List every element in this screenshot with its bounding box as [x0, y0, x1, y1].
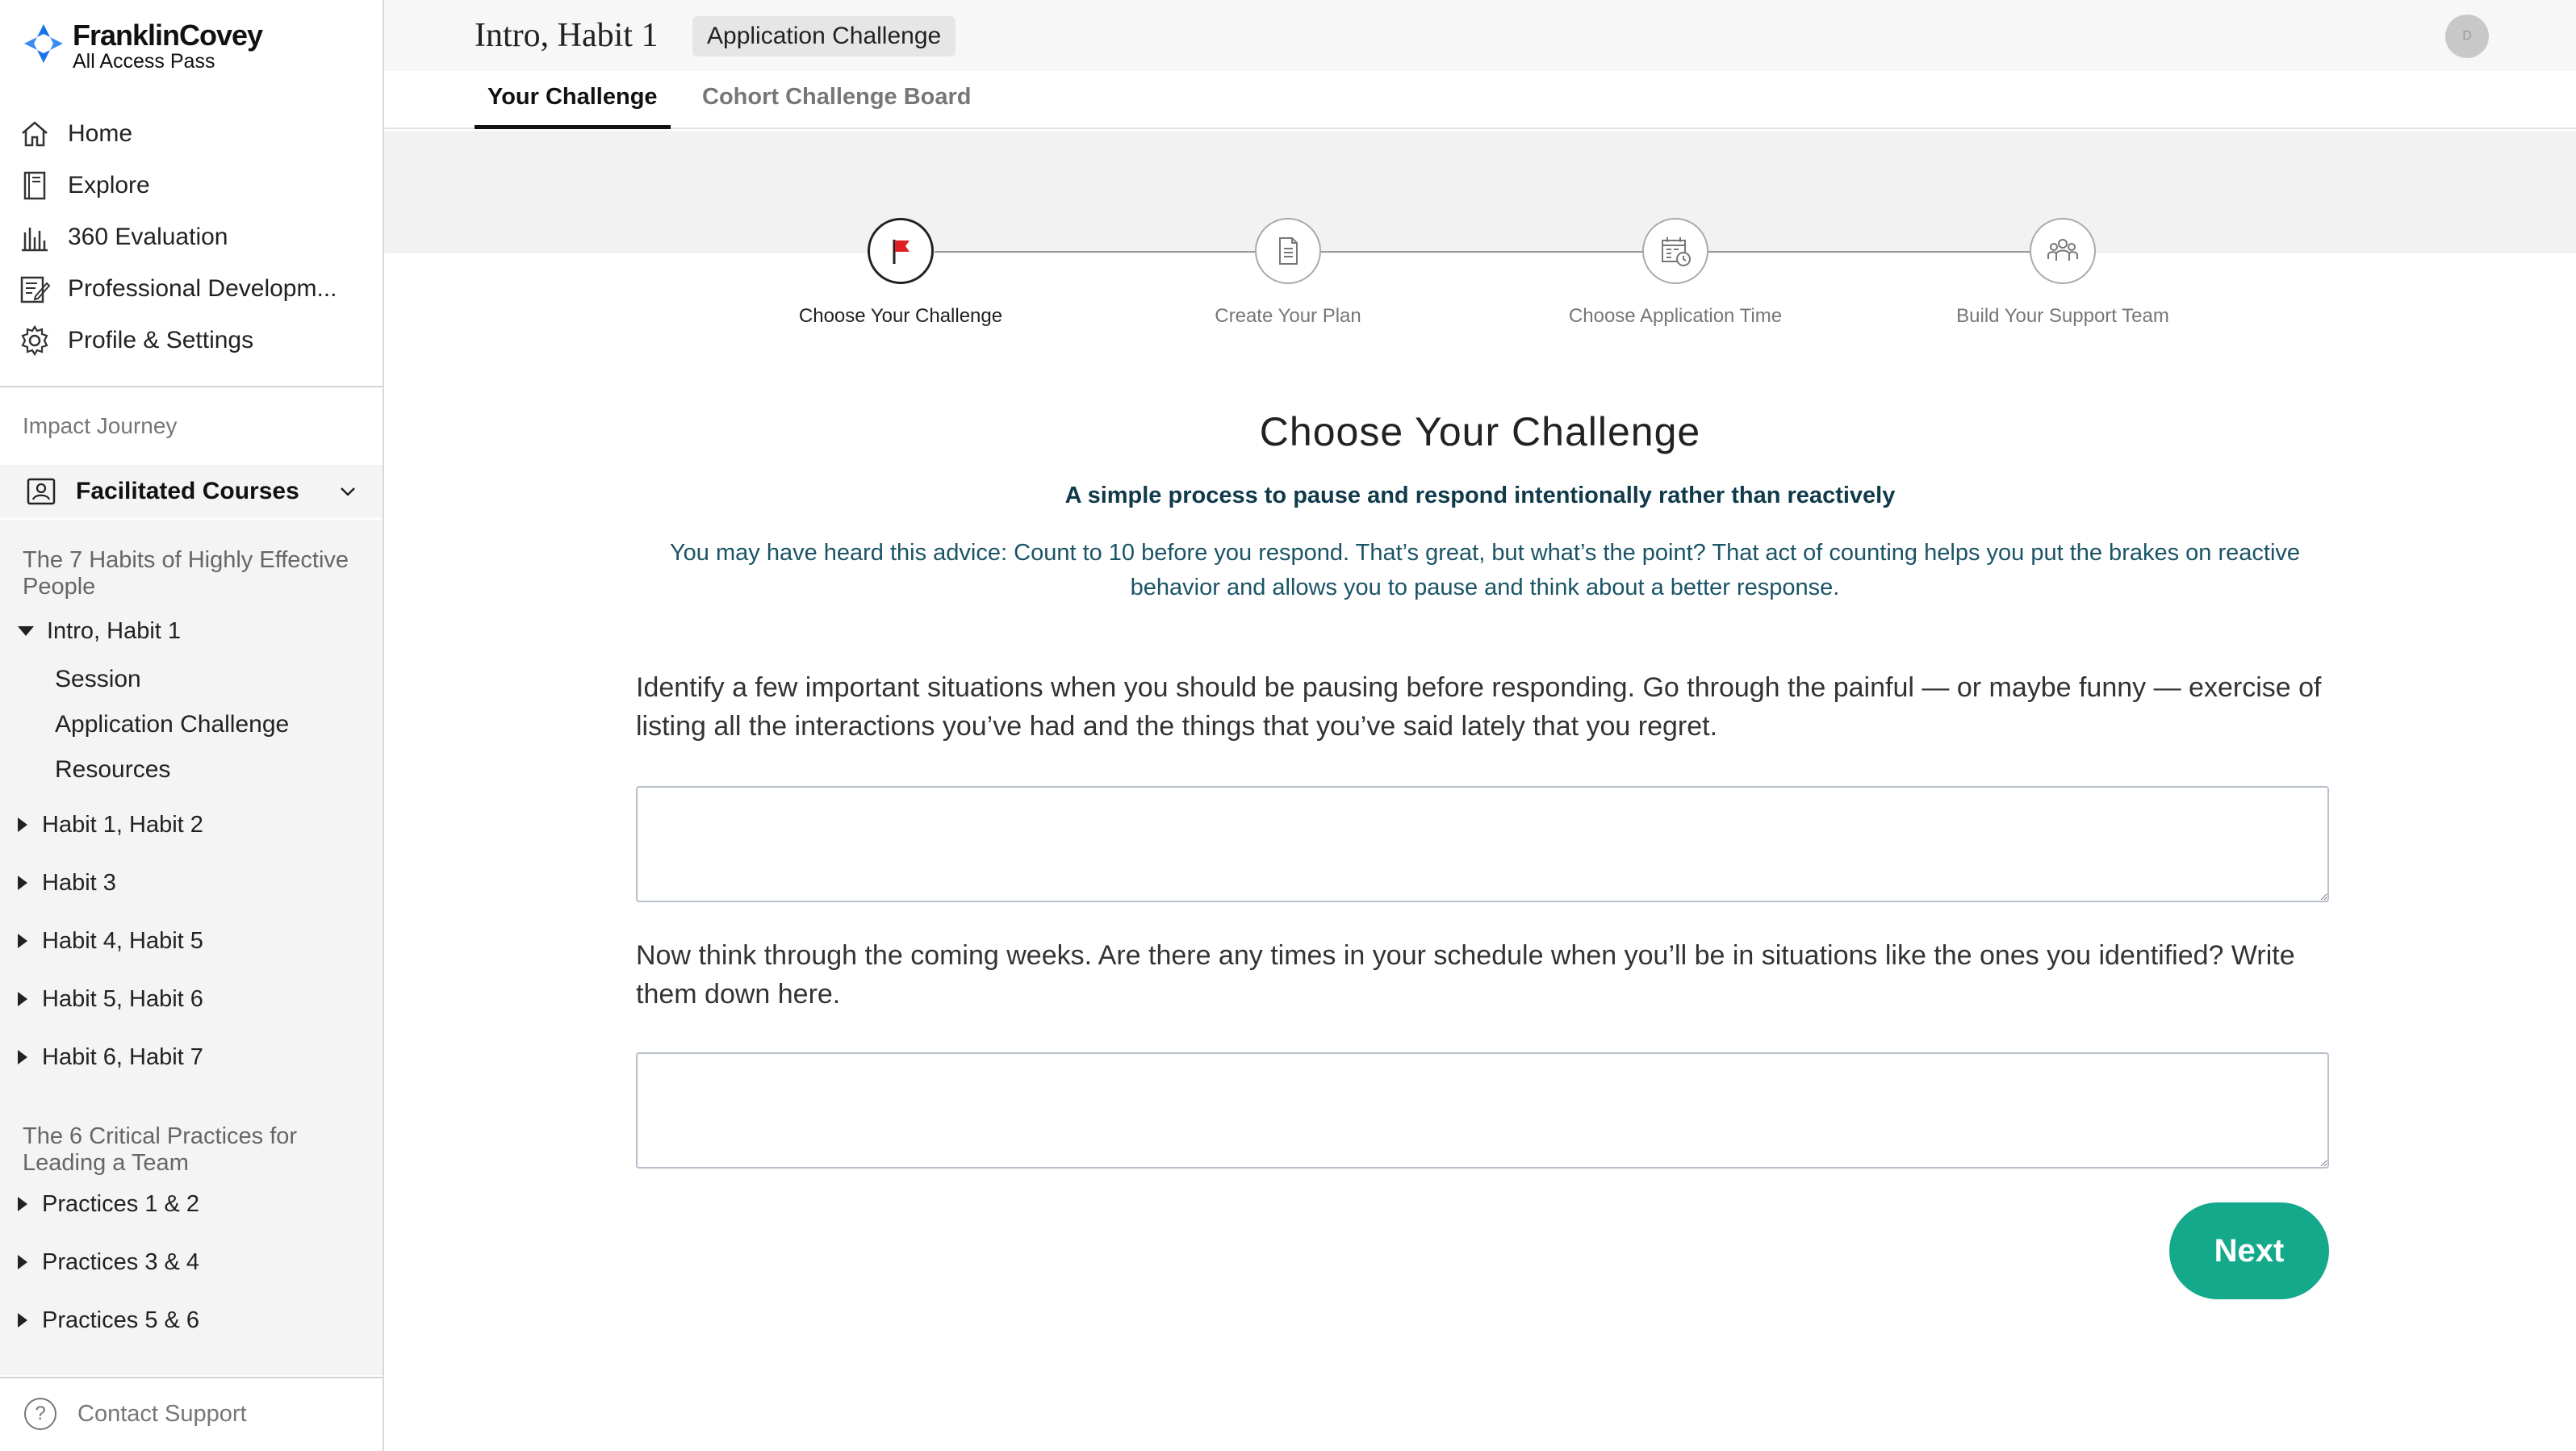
home-icon	[18, 117, 52, 151]
tree-item-practices-3-4[interactable]	[18, 1246, 199, 1278]
caret-right-icon	[18, 992, 27, 1006]
tree-item-label: Habit 4, Habit 5	[42, 927, 203, 954]
book-icon	[18, 169, 52, 203]
step-circle	[1255, 218, 1321, 284]
caret-right-icon	[18, 1197, 27, 1211]
tree-item-habit-1-2[interactable]	[18, 809, 203, 841]
caret-down-icon	[18, 626, 34, 636]
avatar[interactable]: D	[2445, 15, 2489, 58]
nav-explore[interactable]	[18, 163, 150, 208]
tree-item-label: Habit 5, Habit 6	[42, 985, 203, 1012]
step-choose-your-challenge[interactable]	[699, 218, 1102, 328]
answer-situations-field[interactable]	[636, 786, 2329, 902]
sub-item-application-challenge[interactable]: Application Challenge	[55, 711, 290, 738]
tree-item-label: Practices 1 & 2	[42, 1190, 200, 1217]
answer-schedule-field[interactable]	[636, 1052, 2329, 1169]
step-create-your-plan[interactable]	[1086, 218, 1490, 328]
tree-item-label: Habit 6, Habit 7	[42, 1043, 203, 1070]
course-title-6-practices: The 6 Critical Practices for Leading a Team	[23, 1123, 298, 1176]
caret-right-icon	[18, 1255, 27, 1269]
prompt-situations: Identify a few important situations when you should be pausing before responding. Go through the painful — or maybe funny — exercise of listing all the interactions you’ve had and the things that you’ve said lately that you regret.	[636, 672, 2322, 742]
bar-chart-icon	[18, 220, 52, 254]
chevron-down-icon[interactable]	[336, 479, 360, 504]
tree-item-practices-1-2[interactable]	[18, 1188, 199, 1220]
person-badge-icon	[24, 475, 58, 508]
step-label: Choose Application Time	[1568, 305, 1783, 327]
contact-support-link[interactable]	[24, 1398, 247, 1430]
sub-item-session[interactable]: Session	[55, 666, 141, 692]
step-label: Create Your Plan	[1215, 305, 1361, 327]
gear-icon	[18, 324, 52, 358]
nav-profile-label: Profile & Settings	[68, 327, 254, 353]
course-panel	[0, 520, 383, 1375]
nav-360-evaluation[interactable]	[18, 215, 228, 260]
nav-professional-label: Professional Developm...	[68, 275, 337, 302]
impact-journey-label: Impact Journey	[23, 413, 178, 438]
edit-document-icon	[18, 272, 52, 306]
step-build-your-support-team[interactable]	[1861, 218, 2264, 328]
tree-item-practices-5-6[interactable]	[18, 1304, 199, 1336]
step-label: Build Your Support Team	[1956, 305, 2169, 327]
tree-item-label: Practices 5 & 6	[42, 1307, 200, 1333]
tree-item-habit-6-7[interactable]	[18, 1041, 203, 1073]
step-circle	[1642, 218, 1708, 284]
nav-360-label: 360 Evaluation	[68, 224, 228, 250]
calendar-clock-icon	[1658, 233, 1693, 269]
tab-cohort-challenge-board[interactable]: Cohort Challenge Board	[702, 84, 972, 110]
tree-item-habit-3[interactable]	[18, 867, 116, 899]
nav-professional-development[interactable]	[18, 266, 337, 312]
tree-item-label: Habit 1, Habit 2	[42, 811, 203, 838]
page-subtitle: A simple process to pause and respond intentionally rather than reactively	[1064, 483, 1896, 508]
course-title-7-habits: The 7 Habits of Highly Effective People	[23, 547, 349, 600]
caret-right-icon	[18, 817, 27, 832]
caret-right-icon	[18, 876, 27, 890]
tree-item-label: Intro, Habit 1	[47, 617, 182, 644]
tree-item-habit-5-6[interactable]	[18, 983, 203, 1015]
brand-name: FranklinCovey	[73, 19, 263, 52]
page-type-badge: Application Challenge	[692, 16, 956, 56]
nav-home[interactable]	[18, 111, 132, 157]
brand-subtitle: All Access Pass	[73, 50, 215, 73]
facilitated-courses-dropdown[interactable]	[0, 465, 383, 518]
sidebar-divider	[0, 386, 383, 387]
nav-profile-settings[interactable]	[18, 318, 253, 363]
tab-your-challenge[interactable]: Your Challenge	[475, 84, 671, 129]
page-title: Choose Your Challenge	[1259, 409, 1701, 454]
step-circle	[868, 218, 934, 284]
sidebar	[0, 0, 384, 1451]
tree-item-label: Practices 3 & 4	[42, 1248, 200, 1275]
next-button[interactable]: Next	[2169, 1202, 2329, 1299]
tab-strip	[384, 71, 2576, 129]
tree-item-habit-4-5[interactable]	[18, 925, 203, 957]
franklincovey-logo-icon	[21, 21, 66, 66]
nav-explore-label: Explore	[68, 172, 150, 199]
logo[interactable]	[21, 21, 262, 77]
tree-item-intro-habit-1[interactable]	[18, 615, 181, 647]
team-icon	[2045, 233, 2080, 269]
flag-icon	[883, 233, 918, 269]
tree-item-label: Habit 3	[42, 869, 116, 896]
nav-home-label: Home	[68, 120, 133, 147]
step-circle	[2030, 218, 2096, 284]
step-label: Choose Your Challenge	[798, 305, 1003, 327]
prompt-schedule: Now think through the coming weeks. Are there any times in your schedule when you’ll be in situations like the ones you identified? Write them down here.	[636, 940, 2295, 1010]
help-icon: ?	[24, 1398, 56, 1430]
caret-right-icon	[18, 1313, 27, 1328]
sub-item-resources[interactable]: Resources	[55, 756, 171, 783]
document-icon	[1270, 233, 1306, 269]
caret-right-icon	[18, 1050, 27, 1064]
breadcrumb[interactable]: Intro, Habit 1	[475, 17, 659, 54]
sidebar-footer-divider	[0, 1377, 383, 1378]
step-choose-application-time[interactable]	[1474, 218, 1877, 328]
page-description: You may have heard this advice: Count to 10 before you respond. That’s great, but what’s the point? That act of counting helps you put the brakes on reactive behavior and allows you to pause and think about a better response.	[669, 540, 2301, 600]
facilitated-courses-label: Facilitated Courses	[76, 478, 299, 504]
contact-support-label: Contact Support	[77, 1400, 247, 1427]
caret-right-icon	[18, 934, 27, 948]
